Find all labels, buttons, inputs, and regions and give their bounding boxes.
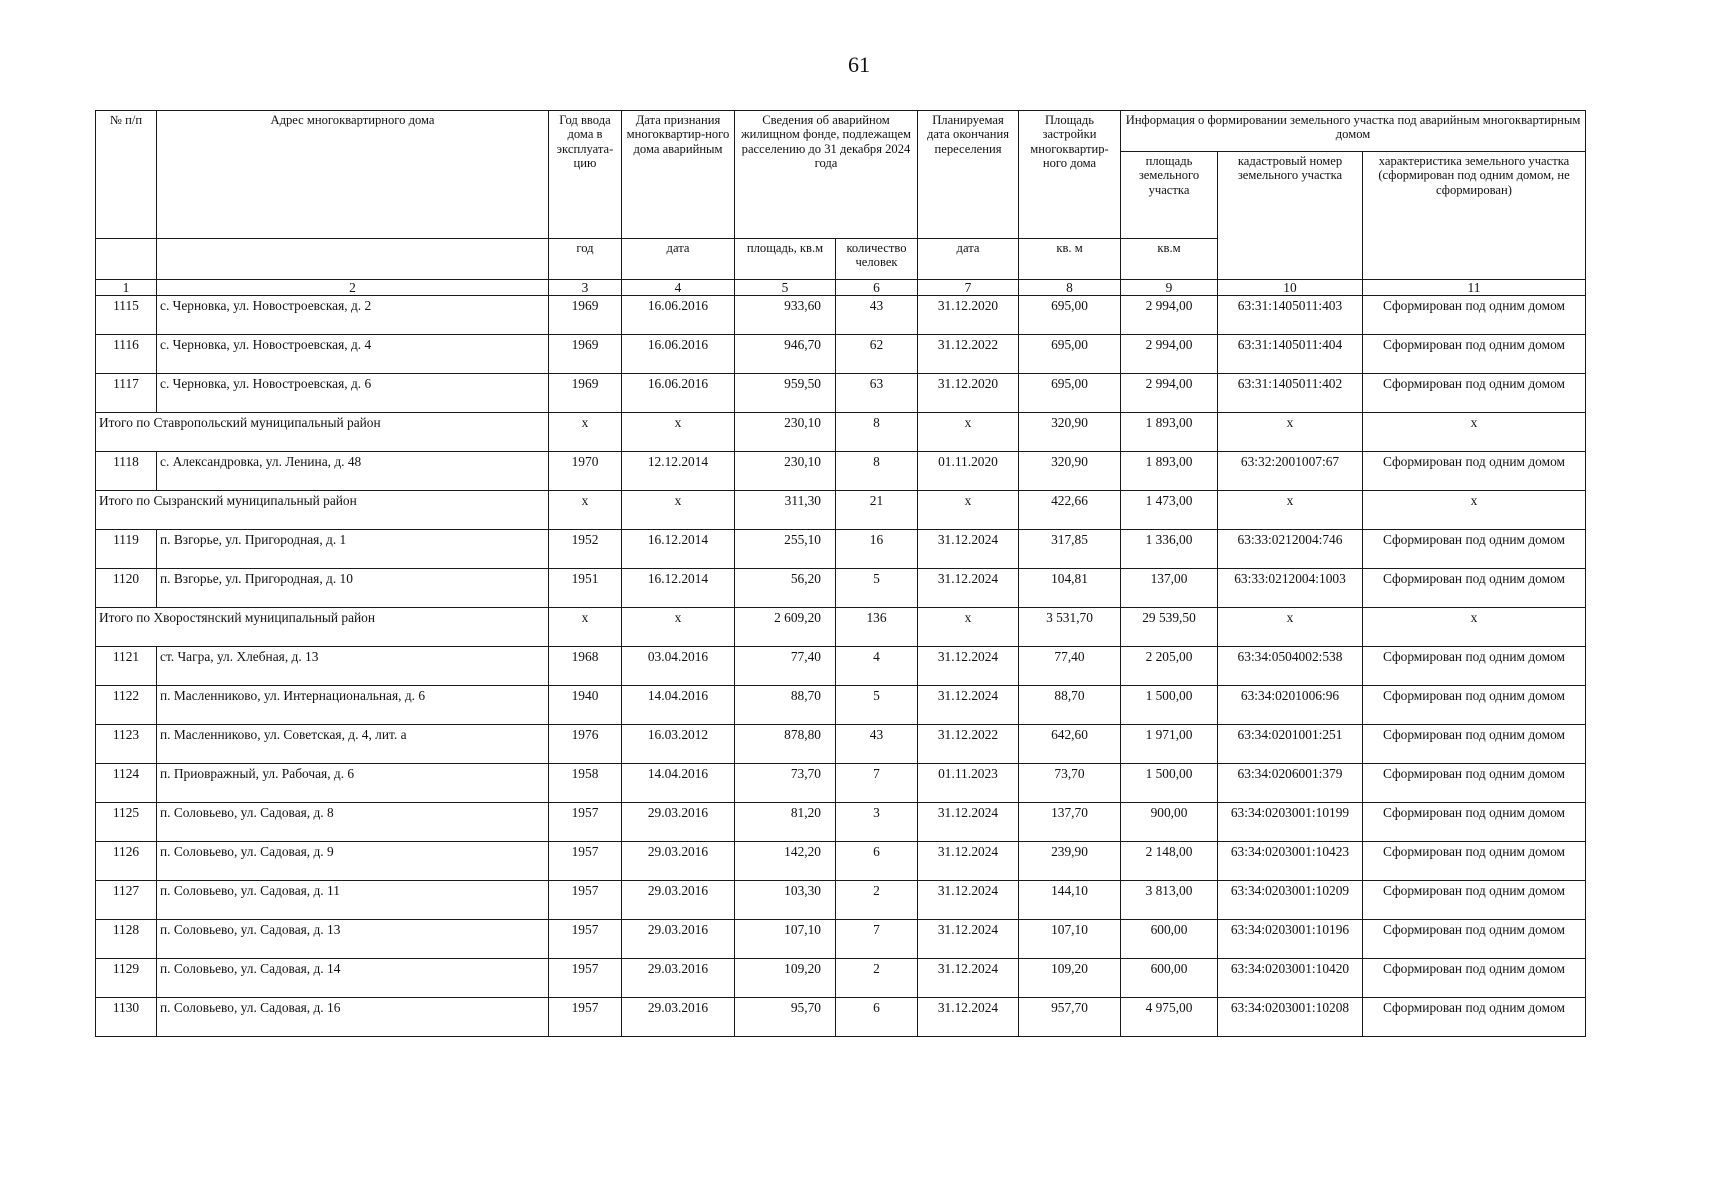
land-char-cell: Сформирован под одним домом bbox=[1363, 998, 1586, 1037]
table-row bbox=[96, 296, 1586, 335]
plan-date-cell: 31.12.2024 bbox=[918, 569, 1019, 608]
year-cell: x bbox=[549, 491, 622, 530]
address-cell: п. Соловьево, ул. Садовая, д. 16 bbox=[157, 998, 549, 1037]
year-cell: 1976 bbox=[549, 725, 622, 764]
land-char-cell: Сформирован под одним домом bbox=[1363, 803, 1586, 842]
built-area-cell: 3 531,70 bbox=[1019, 608, 1121, 647]
year-cell: x bbox=[549, 608, 622, 647]
built-area-cell: 137,70 bbox=[1019, 803, 1121, 842]
plan-date-cell: 31.12.2024 bbox=[918, 647, 1019, 686]
land-char-cell: Сформирован под одним домом bbox=[1363, 725, 1586, 764]
cadastral-cell: 63:34:0203001:10199 bbox=[1218, 803, 1363, 842]
year-cell: 1969 bbox=[549, 374, 622, 413]
cadastral-cell: 63:33:0212004:1003 bbox=[1218, 569, 1363, 608]
column-number-row bbox=[96, 280, 1586, 296]
col-number: 4 bbox=[622, 280, 735, 296]
col-number: 11 bbox=[1363, 280, 1586, 296]
subtotal-row bbox=[96, 491, 1586, 530]
plan-date-cell: 01.11.2023 bbox=[918, 764, 1019, 803]
built-area-cell: 88,70 bbox=[1019, 686, 1121, 725]
unit-land-area: кв.м bbox=[1121, 239, 1218, 280]
table-row bbox=[96, 374, 1586, 413]
table-row bbox=[96, 686, 1586, 725]
year-cell: 1957 bbox=[549, 881, 622, 920]
land-char-cell: x bbox=[1363, 491, 1586, 530]
year-cell: 1969 bbox=[549, 296, 622, 335]
cadastral-cell: 63:31:1405011:404 bbox=[1218, 335, 1363, 374]
built-area-cell: 144,10 bbox=[1019, 881, 1121, 920]
land-area-cell: 1 893,00 bbox=[1121, 413, 1218, 452]
row-number: 1121 bbox=[96, 647, 157, 686]
address-cell: ст. Чагра, ул. Хлебная, д. 13 bbox=[157, 647, 549, 686]
recognition-date-cell: 29.03.2016 bbox=[622, 881, 735, 920]
people-cell: 7 bbox=[836, 920, 918, 959]
land-area-cell: 600,00 bbox=[1121, 959, 1218, 998]
plan-date-cell: 31.12.2024 bbox=[918, 998, 1019, 1037]
row-number: 1123 bbox=[96, 725, 157, 764]
recognition-date-cell: 14.04.2016 bbox=[622, 764, 735, 803]
year-cell: 1957 bbox=[549, 803, 622, 842]
col-number: 5 bbox=[735, 280, 836, 296]
land-area-cell: 3 813,00 bbox=[1121, 881, 1218, 920]
cadastral-cell: 63:34:0203001:10423 bbox=[1218, 842, 1363, 881]
address-cell: с. Черновка, ул. Новостроевская, д. 2 bbox=[157, 296, 549, 335]
cadastral-cell: x bbox=[1218, 491, 1363, 530]
recognition-date-cell: 03.04.2016 bbox=[622, 647, 735, 686]
col-number: 3 bbox=[549, 280, 622, 296]
land-area-cell: 2 994,00 bbox=[1121, 335, 1218, 374]
recognition-date-cell: 29.03.2016 bbox=[622, 959, 735, 998]
area-cell: 77,40 bbox=[735, 647, 836, 686]
header-built-area: Площадь застройки многоквартир-ного дома bbox=[1019, 111, 1121, 239]
people-cell: 3 bbox=[836, 803, 918, 842]
built-area-cell: 109,20 bbox=[1019, 959, 1121, 998]
col-number: 6 bbox=[836, 280, 918, 296]
address-cell: п. Приовражный, ул. Рабочая, д. 6 bbox=[157, 764, 549, 803]
land-char-cell: x bbox=[1363, 608, 1586, 647]
header-year: Год ввода дома в эксплуата-цию bbox=[549, 111, 622, 239]
area-cell: 933,60 bbox=[735, 296, 836, 335]
cadastral-cell: 63:31:1405011:402 bbox=[1218, 374, 1363, 413]
header-land-char: характеристика земельного участка (сформирован под одним домом, не сформирован) bbox=[1363, 152, 1586, 280]
unit-built-area: кв. м bbox=[1019, 239, 1121, 280]
header-cadastral: кадастровый номер земельного участка bbox=[1218, 152, 1363, 280]
land-area-cell: 2 205,00 bbox=[1121, 647, 1218, 686]
unit-area: площадь, кв.м bbox=[735, 239, 836, 280]
land-char-cell: Сформирован под одним домом bbox=[1363, 842, 1586, 881]
land-char-cell: Сформирован под одним домом bbox=[1363, 569, 1586, 608]
area-cell: 95,70 bbox=[735, 998, 836, 1037]
address-cell: п. Соловьево, ул. Садовая, д. 8 bbox=[157, 803, 549, 842]
row-number: 1128 bbox=[96, 920, 157, 959]
recognition-date-cell: 29.03.2016 bbox=[622, 803, 735, 842]
col-number: 9 bbox=[1121, 280, 1218, 296]
subtotal-row bbox=[96, 413, 1586, 452]
subtotal-row bbox=[96, 608, 1586, 647]
table-row bbox=[96, 881, 1586, 920]
unit-date: дата bbox=[622, 239, 735, 280]
year-cell: 1957 bbox=[549, 998, 622, 1037]
page-number: 61 bbox=[848, 52, 870, 77]
year-cell: 1957 bbox=[549, 842, 622, 881]
address-cell: п. Соловьево, ул. Садовая, д. 13 bbox=[157, 920, 549, 959]
land-area-cell: 1 971,00 bbox=[1121, 725, 1218, 764]
cadastral-cell: x bbox=[1218, 608, 1363, 647]
area-cell: 56,20 bbox=[735, 569, 836, 608]
land-area-cell: 2 994,00 bbox=[1121, 296, 1218, 335]
row-number: 1119 bbox=[96, 530, 157, 569]
header-num: № п/п bbox=[96, 111, 157, 239]
plan-date-cell: 31.12.2024 bbox=[918, 842, 1019, 881]
area-cell: 255,10 bbox=[735, 530, 836, 569]
people-cell: 16 bbox=[836, 530, 918, 569]
recognition-date-cell: 16.06.2016 bbox=[622, 296, 735, 335]
land-char-cell: Сформирован под одним домом bbox=[1363, 881, 1586, 920]
cadastral-cell: 63:34:0203001:10196 bbox=[1218, 920, 1363, 959]
people-cell: 43 bbox=[836, 725, 918, 764]
table-row bbox=[96, 920, 1586, 959]
area-cell: 2 609,20 bbox=[735, 608, 836, 647]
plan-date-cell: 01.11.2020 bbox=[918, 452, 1019, 491]
row-number: 1130 bbox=[96, 998, 157, 1037]
subtotal-label: Итого по Сызранский муниципальный район bbox=[96, 491, 549, 530]
row-number: 1115 bbox=[96, 296, 157, 335]
row-number: 1118 bbox=[96, 452, 157, 491]
built-area-cell: 73,70 bbox=[1019, 764, 1121, 803]
people-cell: 6 bbox=[836, 842, 918, 881]
people-cell: 2 bbox=[836, 959, 918, 998]
area-cell: 88,70 bbox=[735, 686, 836, 725]
people-cell: 63 bbox=[836, 374, 918, 413]
plan-date-cell: x bbox=[918, 413, 1019, 452]
land-area-cell: 2 148,00 bbox=[1121, 842, 1218, 881]
table-row bbox=[96, 959, 1586, 998]
land-area-cell: 137,00 bbox=[1121, 569, 1218, 608]
land-area-cell: 4 975,00 bbox=[1121, 998, 1218, 1037]
plan-date-cell: x bbox=[918, 491, 1019, 530]
address-cell: п. Взгорье, ул. Пригородная, д. 10 bbox=[157, 569, 549, 608]
header-recognition-date: Дата признания многоквартир-ного дома аварийным bbox=[622, 111, 735, 239]
recognition-date-cell: 16.06.2016 bbox=[622, 374, 735, 413]
built-area-cell: 239,90 bbox=[1019, 842, 1121, 881]
built-area-cell: 317,85 bbox=[1019, 530, 1121, 569]
land-area-cell: 1 500,00 bbox=[1121, 686, 1218, 725]
built-area-cell: 104,81 bbox=[1019, 569, 1121, 608]
land-area-cell: 29 539,50 bbox=[1121, 608, 1218, 647]
row-number: 1122 bbox=[96, 686, 157, 725]
unit-people: количество человек bbox=[836, 239, 918, 280]
table-row bbox=[96, 530, 1586, 569]
built-area-cell: 320,90 bbox=[1019, 452, 1121, 491]
people-cell: 21 bbox=[836, 491, 918, 530]
row-number: 1120 bbox=[96, 569, 157, 608]
address-cell: с. Александровка, ул. Ленина, д. 48 bbox=[157, 452, 549, 491]
recognition-date-cell: 12.12.2014 bbox=[622, 452, 735, 491]
built-area-cell: 695,00 bbox=[1019, 374, 1121, 413]
cadastral-cell: 63:34:0201001:251 bbox=[1218, 725, 1363, 764]
cadastral-cell: 63:31:1405011:403 bbox=[1218, 296, 1363, 335]
recognition-date-cell: 14.04.2016 bbox=[622, 686, 735, 725]
recognition-date-cell: 16.03.2012 bbox=[622, 725, 735, 764]
area-cell: 103,30 bbox=[735, 881, 836, 920]
land-area-cell: 900,00 bbox=[1121, 803, 1218, 842]
header-plan-date: Планируемая дата окончания переселения bbox=[918, 111, 1019, 239]
land-char-cell: Сформирован под одним домом bbox=[1363, 335, 1586, 374]
people-cell: 4 bbox=[836, 647, 918, 686]
land-char-cell: Сформирован под одним домом bbox=[1363, 374, 1586, 413]
area-cell: 959,50 bbox=[735, 374, 836, 413]
address-cell: п. Соловьево, ул. Садовая, д. 11 bbox=[157, 881, 549, 920]
table-row bbox=[96, 725, 1586, 764]
land-char-cell: x bbox=[1363, 413, 1586, 452]
table-row bbox=[96, 452, 1586, 491]
land-char-cell: Сформирован под одним домом bbox=[1363, 296, 1586, 335]
header-row-top bbox=[96, 111, 1586, 152]
table-row bbox=[96, 842, 1586, 881]
area-cell: 73,70 bbox=[735, 764, 836, 803]
table-row bbox=[96, 335, 1586, 374]
recognition-date-cell: 29.03.2016 bbox=[622, 920, 735, 959]
row-number: 1124 bbox=[96, 764, 157, 803]
unit-num bbox=[96, 239, 157, 280]
address-cell: п. Масленниково, ул. Советская, д. 4, лит. а bbox=[157, 725, 549, 764]
plan-date-cell: 31.12.2020 bbox=[918, 374, 1019, 413]
table-row bbox=[96, 647, 1586, 686]
year-cell: 1969 bbox=[549, 335, 622, 374]
built-area-cell: 695,00 bbox=[1019, 335, 1121, 374]
cadastral-cell: 63:33:0212004:746 bbox=[1218, 530, 1363, 569]
year-cell: 1952 bbox=[549, 530, 622, 569]
area-cell: 107,10 bbox=[735, 920, 836, 959]
year-cell: 1951 bbox=[549, 569, 622, 608]
recognition-date-cell: 16.06.2016 bbox=[622, 335, 735, 374]
plan-date-cell: 31.12.2024 bbox=[918, 920, 1019, 959]
area-cell: 230,10 bbox=[735, 413, 836, 452]
people-cell: 62 bbox=[836, 335, 918, 374]
land-area-cell: 1 336,00 bbox=[1121, 530, 1218, 569]
people-cell: 8 bbox=[836, 413, 918, 452]
recognition-date-cell: 16.12.2014 bbox=[622, 569, 735, 608]
year-cell: 1970 bbox=[549, 452, 622, 491]
land-char-cell: Сформирован под одним домом bbox=[1363, 530, 1586, 569]
table-row bbox=[96, 569, 1586, 608]
subtotal-label: Итого по Ставропольский муниципальный район bbox=[96, 413, 549, 452]
table-row bbox=[96, 764, 1586, 803]
header-land-info: Информация о формировании земельного участка под аварийным многоквартирным домом bbox=[1121, 111, 1586, 152]
land-area-cell: 1 500,00 bbox=[1121, 764, 1218, 803]
plan-date-cell: 31.12.2024 bbox=[918, 881, 1019, 920]
year-cell: 1957 bbox=[549, 959, 622, 998]
plan-date-cell: 31.12.2024 bbox=[918, 959, 1019, 998]
land-area-cell: 2 994,00 bbox=[1121, 374, 1218, 413]
people-cell: 43 bbox=[836, 296, 918, 335]
cadastral-cell: 63:32:2001007:67 bbox=[1218, 452, 1363, 491]
address-cell: п. Масленниково, ул. Интернациональная, д. 6 bbox=[157, 686, 549, 725]
land-char-cell: Сформирован под одним домом bbox=[1363, 920, 1586, 959]
plan-date-cell: 31.12.2022 bbox=[918, 725, 1019, 764]
plan-date-cell: 31.12.2024 bbox=[918, 686, 1019, 725]
col-number: 10 bbox=[1218, 280, 1363, 296]
cadastral-cell: 63:34:0203001:10208 bbox=[1218, 998, 1363, 1037]
recognition-date-cell: 29.03.2016 bbox=[622, 998, 735, 1037]
address-cell: с. Черновка, ул. Новостроевская, д. 4 bbox=[157, 335, 549, 374]
people-cell: 8 bbox=[836, 452, 918, 491]
address-cell: п. Взгорье, ул. Пригородная, д. 1 bbox=[157, 530, 549, 569]
land-area-cell: 1 473,00 bbox=[1121, 491, 1218, 530]
built-area-cell: 642,60 bbox=[1019, 725, 1121, 764]
land-char-cell: Сформирован под одним домом bbox=[1363, 764, 1586, 803]
recognition-date-cell: 29.03.2016 bbox=[622, 842, 735, 881]
cadastral-cell: 63:34:0206001:379 bbox=[1218, 764, 1363, 803]
cadastral-cell: 63:34:0203001:10209 bbox=[1218, 881, 1363, 920]
people-cell: 5 bbox=[836, 569, 918, 608]
unit-address bbox=[157, 239, 549, 280]
land-char-cell: Сформирован под одним домом bbox=[1363, 686, 1586, 725]
recognition-date-cell: x bbox=[622, 491, 735, 530]
recognition-date-cell: x bbox=[622, 413, 735, 452]
people-cell: 2 bbox=[836, 881, 918, 920]
land-char-cell: Сформирован под одним домом bbox=[1363, 647, 1586, 686]
area-cell: 878,80 bbox=[735, 725, 836, 764]
cadastral-cell: 63:34:0203001:10420 bbox=[1218, 959, 1363, 998]
people-cell: 136 bbox=[836, 608, 918, 647]
people-cell: 6 bbox=[836, 998, 918, 1037]
row-number: 1129 bbox=[96, 959, 157, 998]
land-area-cell: 1 893,00 bbox=[1121, 452, 1218, 491]
year-cell: 1968 bbox=[549, 647, 622, 686]
unit-year: год bbox=[549, 239, 622, 280]
header-fund-info: Сведения об аварийном жилищном фонде, подлежащем расселению до 31 декабря 2024 года bbox=[735, 111, 918, 239]
built-area-cell: 957,70 bbox=[1019, 998, 1121, 1037]
area-cell: 311,30 bbox=[735, 491, 836, 530]
built-area-cell: 107,10 bbox=[1019, 920, 1121, 959]
col-number: 1 bbox=[96, 280, 157, 296]
subtotal-label: Итого по Хворостянский муниципальный район bbox=[96, 608, 549, 647]
built-area-cell: 77,40 bbox=[1019, 647, 1121, 686]
recognition-date-cell: x bbox=[622, 608, 735, 647]
col-number: 8 bbox=[1019, 280, 1121, 296]
header-land-area: площадь земельного участка bbox=[1121, 152, 1218, 239]
header-address: Адрес многоквартирного дома bbox=[157, 111, 549, 239]
area-cell: 142,20 bbox=[735, 842, 836, 881]
land-char-cell: Сформирован под одним домом bbox=[1363, 452, 1586, 491]
col-number: 2 bbox=[157, 280, 549, 296]
year-cell: x bbox=[549, 413, 622, 452]
row-number: 1127 bbox=[96, 881, 157, 920]
year-cell: 1958 bbox=[549, 764, 622, 803]
area-cell: 81,20 bbox=[735, 803, 836, 842]
plan-date-cell: 31.12.2024 bbox=[918, 803, 1019, 842]
row-number: 1126 bbox=[96, 842, 157, 881]
address-cell: п. Соловьево, ул. Садовая, д. 9 bbox=[157, 842, 549, 881]
land-area-cell: 600,00 bbox=[1121, 920, 1218, 959]
row-number: 1117 bbox=[96, 374, 157, 413]
people-cell: 7 bbox=[836, 764, 918, 803]
address-cell: с. Черновка, ул. Новостроевская, д. 6 bbox=[157, 374, 549, 413]
area-cell: 109,20 bbox=[735, 959, 836, 998]
built-area-cell: 422,66 bbox=[1019, 491, 1121, 530]
unit-plan-date: дата bbox=[918, 239, 1019, 280]
built-area-cell: 695,00 bbox=[1019, 296, 1121, 335]
plan-date-cell: x bbox=[918, 608, 1019, 647]
table-row bbox=[96, 803, 1586, 842]
recognition-date-cell: 16.12.2014 bbox=[622, 530, 735, 569]
table-row bbox=[96, 998, 1586, 1037]
emergency-housing-table bbox=[95, 110, 1586, 1037]
year-cell: 1957 bbox=[549, 920, 622, 959]
table-body bbox=[96, 296, 1586, 1037]
year-cell: 1940 bbox=[549, 686, 622, 725]
plan-date-cell: 31.12.2020 bbox=[918, 296, 1019, 335]
row-number: 1125 bbox=[96, 803, 157, 842]
cadastral-cell: 63:34:0504002:538 bbox=[1218, 647, 1363, 686]
plan-date-cell: 31.12.2022 bbox=[918, 335, 1019, 374]
built-area-cell: 320,90 bbox=[1019, 413, 1121, 452]
plan-date-cell: 31.12.2024 bbox=[918, 530, 1019, 569]
col-number: 7 bbox=[918, 280, 1019, 296]
area-cell: 946,70 bbox=[735, 335, 836, 374]
area-cell: 230,10 bbox=[735, 452, 836, 491]
land-char-cell: Сформирован под одним домом bbox=[1363, 959, 1586, 998]
people-cell: 5 bbox=[836, 686, 918, 725]
address-cell: п. Соловьево, ул. Садовая, д. 14 bbox=[157, 959, 549, 998]
row-number: 1116 bbox=[96, 335, 157, 374]
cadastral-cell: x bbox=[1218, 413, 1363, 452]
cadastral-cell: 63:34:0201006:96 bbox=[1218, 686, 1363, 725]
